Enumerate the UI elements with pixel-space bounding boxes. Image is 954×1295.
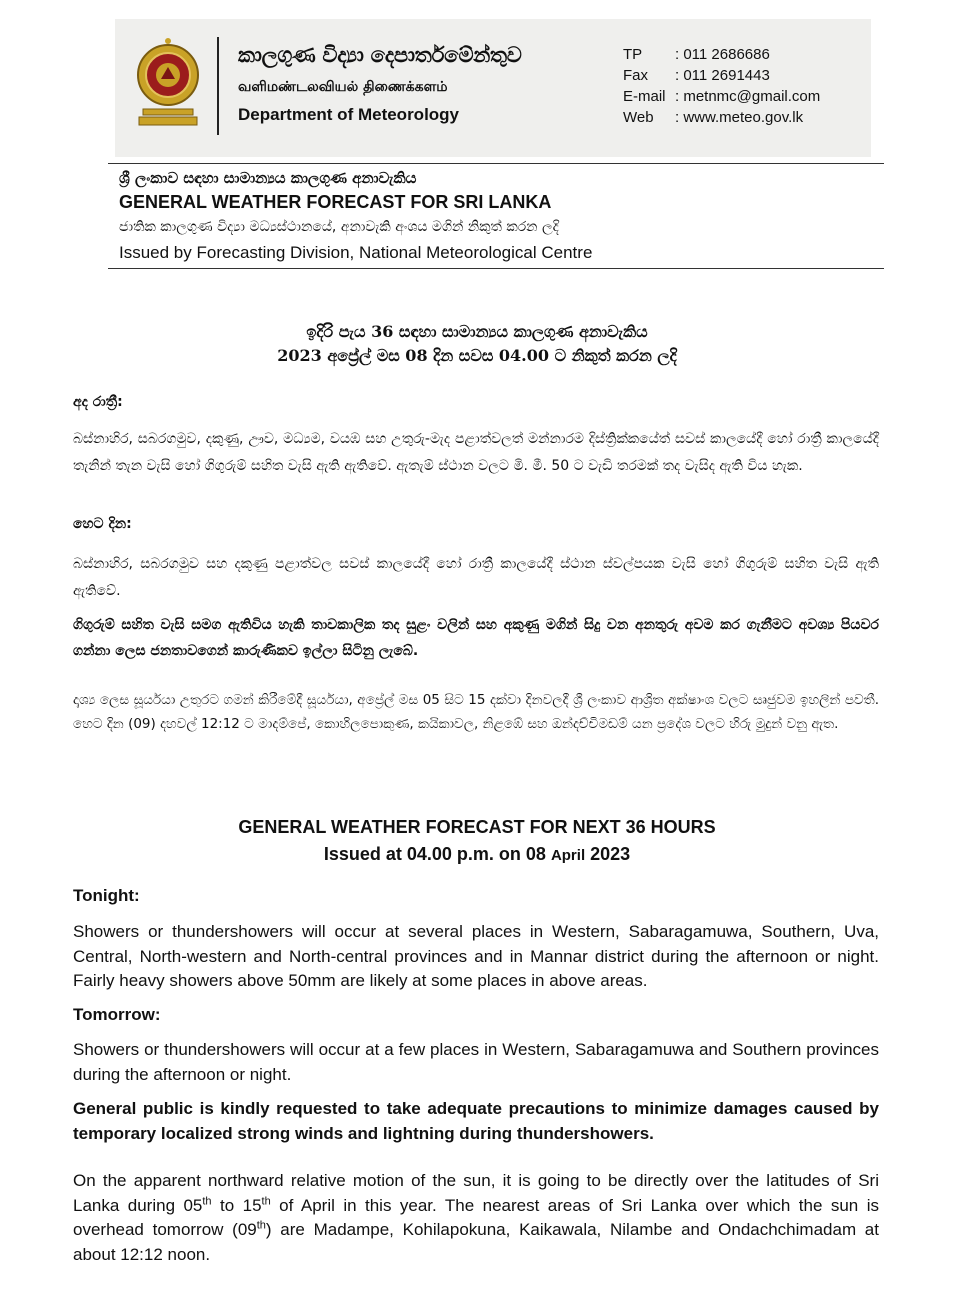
contact-value: : www.meteo.gov.lk xyxy=(675,109,804,126)
ordinal-suffix: th xyxy=(202,1194,212,1207)
english-tonight-text: Showers or thundershowers will occur at several places in Western, Sabaragamuwa, Southern, Uva, Central, North-western and North-central provinces and in Mannar district during the afternoon or night. Fairly heavy showers above 50mm are likely at some places in above areas. xyxy=(73,922,879,990)
sinhala-tonight-heading: අද රාත්‍රී: xyxy=(73,394,123,410)
contact-value: : 011 2686686 xyxy=(675,46,770,63)
issued-by-english: Issued by Forecasting Division, National Meteorological Centre xyxy=(119,243,593,262)
sinhala-tomorrow-text: බස්නාහිර, සබරගමුව සහ දකුණු පළාත්වල සවස් කාලයේදී හෝ රාත්‍රී කාලයේදී ස්ථාන ස්වල්පයක වැසි හෝ ගිගුරුම් සහිත වැසි ඇති ඇතිවේ. xyxy=(73,556,879,599)
english-tonight-heading: Tonight: xyxy=(73,886,140,905)
contact-email xyxy=(623,86,820,107)
contact-label: TP xyxy=(623,46,643,63)
english-title-line2 xyxy=(0,844,954,865)
dept-name-tamil: வளிமண்டலவியல் திணைக்களம் xyxy=(238,79,448,95)
title-date-year: 2023 xyxy=(590,844,631,864)
sinhala-title-line1: ඉදිරි පැය 36 සඳහා සාමාන්‍යය කාලගුණ අනාවැකිය xyxy=(306,322,648,341)
title-date-prefix: Issued at 04.00 p.m. on 08 xyxy=(323,844,546,864)
contact-info xyxy=(623,44,820,128)
english-tomorrow-text: Showers or thundershowers will occur at a few places in Western, Sabaragamuwa and Southern provinces during the afternoon or night. xyxy=(73,1040,879,1084)
sun-text-part: of April in this year. The nearest areas of Sri Lanka over which the sun is overhead tomorrow (09 xyxy=(73,1195,879,1239)
dept-name-english: Department of Meteorology xyxy=(238,105,460,124)
ordinal-suffix: th xyxy=(256,1219,266,1232)
dept-name-sinhala: කාලගුණ විද්‍යා දෙපාර්තමේන්තුව xyxy=(238,43,522,67)
sun-text-part: ) are Madampe, Kohilapokuna, Kaikawala, Nilambe and Ondachchimadam at about 12:12 noon. xyxy=(73,1220,879,1264)
forecast-title-english: GENERAL WEATHER FORECAST FOR SRI LANKA xyxy=(119,192,552,212)
contact-label: Web xyxy=(623,109,654,126)
sinhala-sun-text: දෘශ්‍ය ලෙස සූර්යයා උතුරට ගමන් කිරීමේදී සූර්යයා, අප්‍රේල් මස 05 සිට 15 දක්වා දිනවලදී ශ්‍රී ලංකාව ආශ්‍රිත අක්ෂාංශ වලට සෘජුවම ඉහලින් පවතී. හෙට දින (09) දහවල් 12:12 ට මාදම්පේ, කොහිලපොකුණ, කයිකාවල, නිළඹේ සහ ඔන්දච්චිමඩම් යන ප්‍රදේශ වලට හිරු මුදුන් වනු ඇත. xyxy=(73,692,879,732)
divider-top xyxy=(108,163,884,164)
contact-label: E-mail xyxy=(623,88,666,105)
sinhala-tonight-text: බස්නාහිර, සබරගමුව, දකුණු, ඌව, මධ්‍යම, වයඹ සහ උතුරු-මැද පළාත්වලත් මන්නාරම දිස්ත්‍රික්කයේත් සවස් කාලයේදී හෝ රාත්‍රී කාලයේදී තැනින් තැන වැසි හෝ ගිගුරුම් සහිත වැසි ඇති ඇතිවේ. ඇතැම් ස්ථාන වලට මි. මී. 50 ට වැඩි තරමක් තද වැසිද ඇති විය හැක. xyxy=(73,431,879,474)
contact-tp xyxy=(623,44,820,65)
sri-lanka-emblem-icon xyxy=(135,37,201,131)
english-tomorrow-heading: Tomorrow: xyxy=(73,1005,161,1024)
sinhala-warning-text: ගිගුරුම් සහිත වැසි සමග ඇතිවිය හැකි තාවකාලික තද සුළං වලින් සහ අකුණු මගින් සිදු වන අනතුරු අවම කර ගැනීමට අවශ්‍ය පියවර ගන්නා ලෙස ජනතාවගෙන් කාරුණිකව ඉල්ලා සිටිනු ලැබේ. xyxy=(73,617,879,659)
contact-label: Fax xyxy=(623,67,649,84)
contact-web xyxy=(623,107,820,128)
sinhala-tomorrow-heading: හෙට දින: xyxy=(73,516,132,532)
english-warning-text: General public is kindly requested to take adequate precautions to minimize damages caused by temporary localized strong winds and lightning during thundershowers. xyxy=(73,1099,879,1143)
english-title-line1: GENERAL WEATHER FORECAST FOR NEXT 36 HOURS xyxy=(238,817,716,837)
header-divider xyxy=(217,37,219,135)
contact-value: : 011 2691443 xyxy=(675,67,770,84)
sun-text-part: to 15 xyxy=(211,1195,262,1215)
english-sun-text xyxy=(73,1169,879,1267)
issued-by-sinhala: ජාතික කාලගුණ විද්‍යා මධ්‍යස්ථානයේ, අනාවැකි අංශය මගින් නිකුත් කරන ලදි xyxy=(119,219,559,235)
contact-fax xyxy=(623,65,820,86)
ordinal-suffix: th xyxy=(261,1194,271,1207)
letterhead xyxy=(115,19,871,157)
divider-bottom xyxy=(108,268,884,269)
forecast-title-sinhala: ශ්‍රී ලංකාව සඳහා සාමාන්‍යය කාලගුණ අනාවැකිය xyxy=(119,169,417,187)
title-date-month: April xyxy=(550,847,586,864)
sun-text-part: On the apparent northward relative motion of the sun, it is going to be directly over the latitudes of Sri Lanka during 05 xyxy=(73,1171,879,1215)
contact-value: : metnmc@gmail.com xyxy=(675,88,821,105)
sinhala-title-line2: 2023 අප්‍රේල් මස 08 දින සවස 04.00 ට නිකුත් කරන ලදි xyxy=(277,346,677,365)
